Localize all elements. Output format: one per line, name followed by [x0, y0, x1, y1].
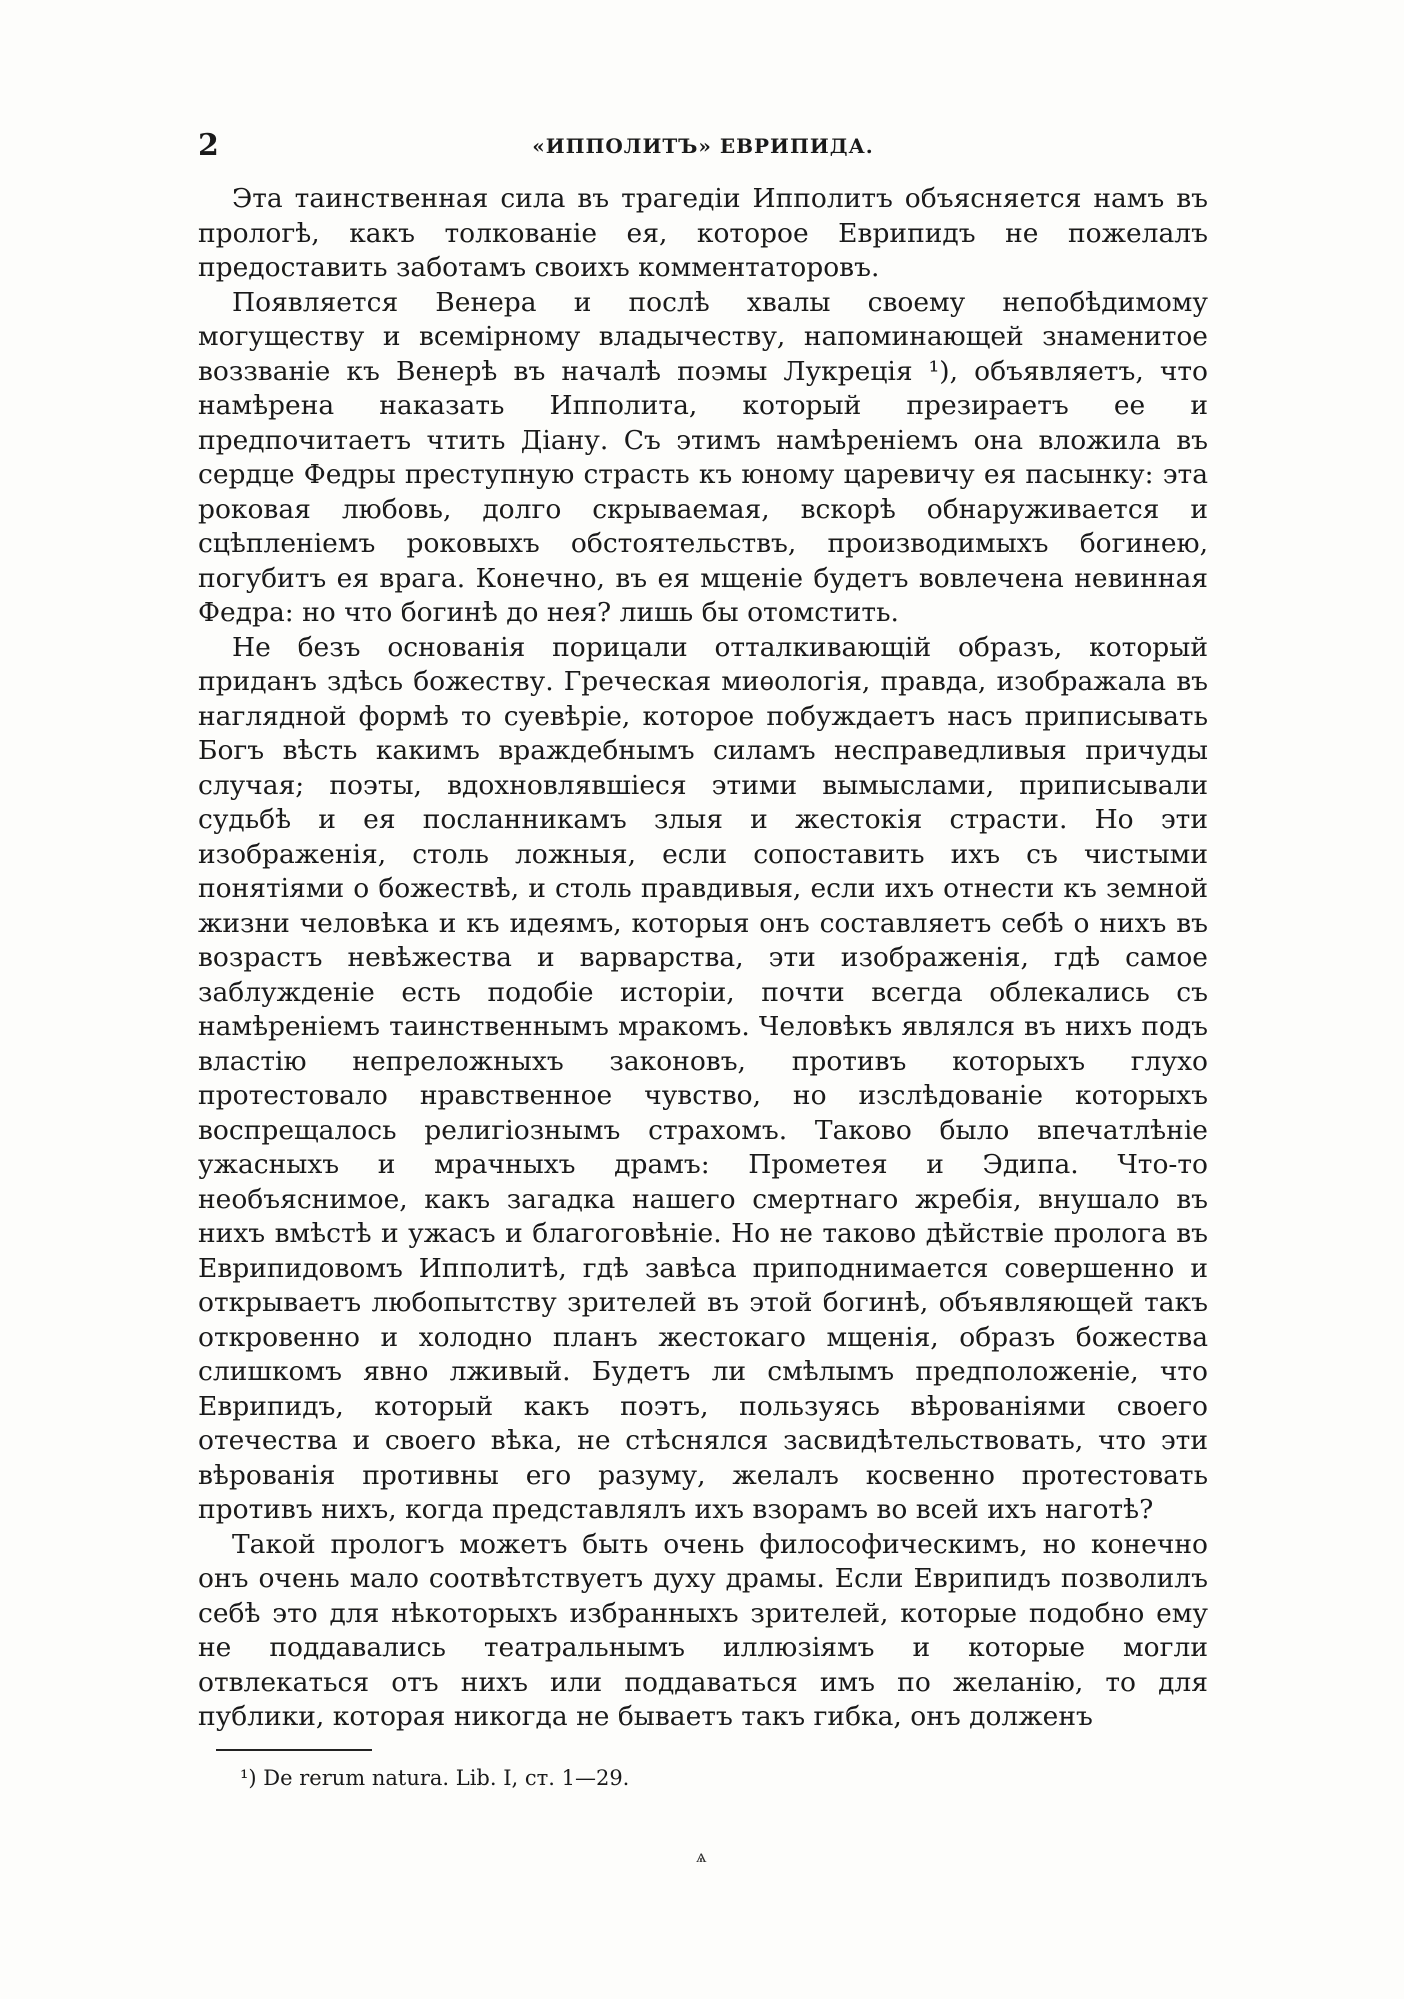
signature-mark: ѧ [696, 1846, 707, 1867]
paragraph-2: Появляется Венера и послѣ хвалы своему непобѣдимому могуществу и всемірному владычеству, напоминающей знаменитое воззваніе къ Венерѣ въ началѣ поэмы Лукреція ¹), объявляетъ, что намѣрена наказать Ипполита, который презираетъ ее и предпочитаетъ чтить Діану. Съ этимъ намѣреніемъ она вложила въ сердце Федры преступную страсть къ юному царевичу ея пасынку: эта роковая любовь, долго скрываемая, вскорѣ обнаруживается и сцѣпленіемъ роковыхъ обстоятельствъ, производимыхъ богинею, погубитъ ея врага. Конечно, въ ея мщеніе будетъ вовлечена невинная Федра: но что богинѣ до нея? лишь бы отомстить. [198, 286, 1208, 628]
body-text [198, 182, 1208, 1735]
paragraph-3: Не безъ основанія порицали отталкивающій образъ, который приданъ здѣсь божеству. Греческая миѳологія, правда, изображала въ наглядной формѣ то суевѣріе, которое побуждаетъ насъ приписывать Богъ вѣсть какимъ враждебнымъ силамъ несправедливыя причуды случая; поэты, вдохновлявшіеся этими вымыслами, приписывали судьбѣ и ея посланникамъ злыя и жестокія страсти. Но эти изображенія, столь ложныя, если сопоставить ихъ съ чистыми понятіями о божествѣ, и столь правдивыя, если ихъ отнести къ земной жизни человѣка и къ идеямъ, которыя онъ составляетъ себѣ о нихъ въ возрастъ невѣжества и варварства, эти изображенія, гдѣ самое заблужденіе есть подобіе исторіи, почти всегда облекались съ намѣреніемъ таинственнымъ мракомъ. Человѣкъ являлся въ нихъ подъ властію непреложныхъ законовъ, противъ которыхъ глухо протестовало нравственное чувство, но изслѣдованіе которыхъ воспрещалось религіознымъ страхомъ. Таково было впечатлѣніе ужасныхъ и мрачныхъ драмъ: Прометея и Эдипа. Что-то необъяснимое, какъ загадка нашего смертнаго жребія, внушало въ нихъ вмѣстѣ и ужасъ и благоговѣніе. Но не таково дѣйствіе пролога въ Еврипидовомъ Ипполитѣ, гдѣ завѣса приподнимается совершенно и открываетъ любопытству зрителей въ этой богинѣ, объявляющей такъ откровенно и холодно планъ жестокаго мщенія, образъ божества слишкомъ явно лживый. Будетъ ли смѣлымъ предположеніе, что Еврипидъ, который какъ поэтъ, пользуясь вѣрованіями своего отечества и своего вѣка, не стѣснялся засвидѣтельствовать, что эти вѣрованія противны его разуму, желалъ косвенно протестовать противъ нихъ, когда представлялъ ихъ взорамъ во всей ихъ наготѣ? [198, 631, 1208, 1525]
footnote-divider [216, 1749, 372, 1751]
footnote: ¹) De rerum natura. Lib. I, ст. 1—29. [240, 1766, 630, 1790]
page-header [198, 128, 1208, 168]
page-number: 2 [198, 128, 219, 163]
running-title: «ИППОЛИТЪ» ЕВРИПИДА. [532, 134, 874, 158]
paragraph-4: Такой прологъ можетъ быть очень философическимъ, но конечно онъ очень мало соотвѣтствуетъ духу драмы. Если Еврипидъ позволилъ себѣ это для нѣкоторыхъ избранныхъ зрителей, которые подобно ему не поддавались театральнымъ иллюзіямъ и которые могли отвлекаться отъ нихъ или поддаваться имъ по желанію, то для публики, которая никогда не бываетъ такъ гибка, онъ долженъ [198, 1528, 1208, 1732]
paragraph-1: Эта таинственная сила въ трагедіи Ипполитъ объясняется намъ въ прологѣ, какъ толкованіе ея, которое Еврипидъ не пожелалъ предоставить заботамъ своихъ комментаторовъ. [198, 183, 1208, 283]
